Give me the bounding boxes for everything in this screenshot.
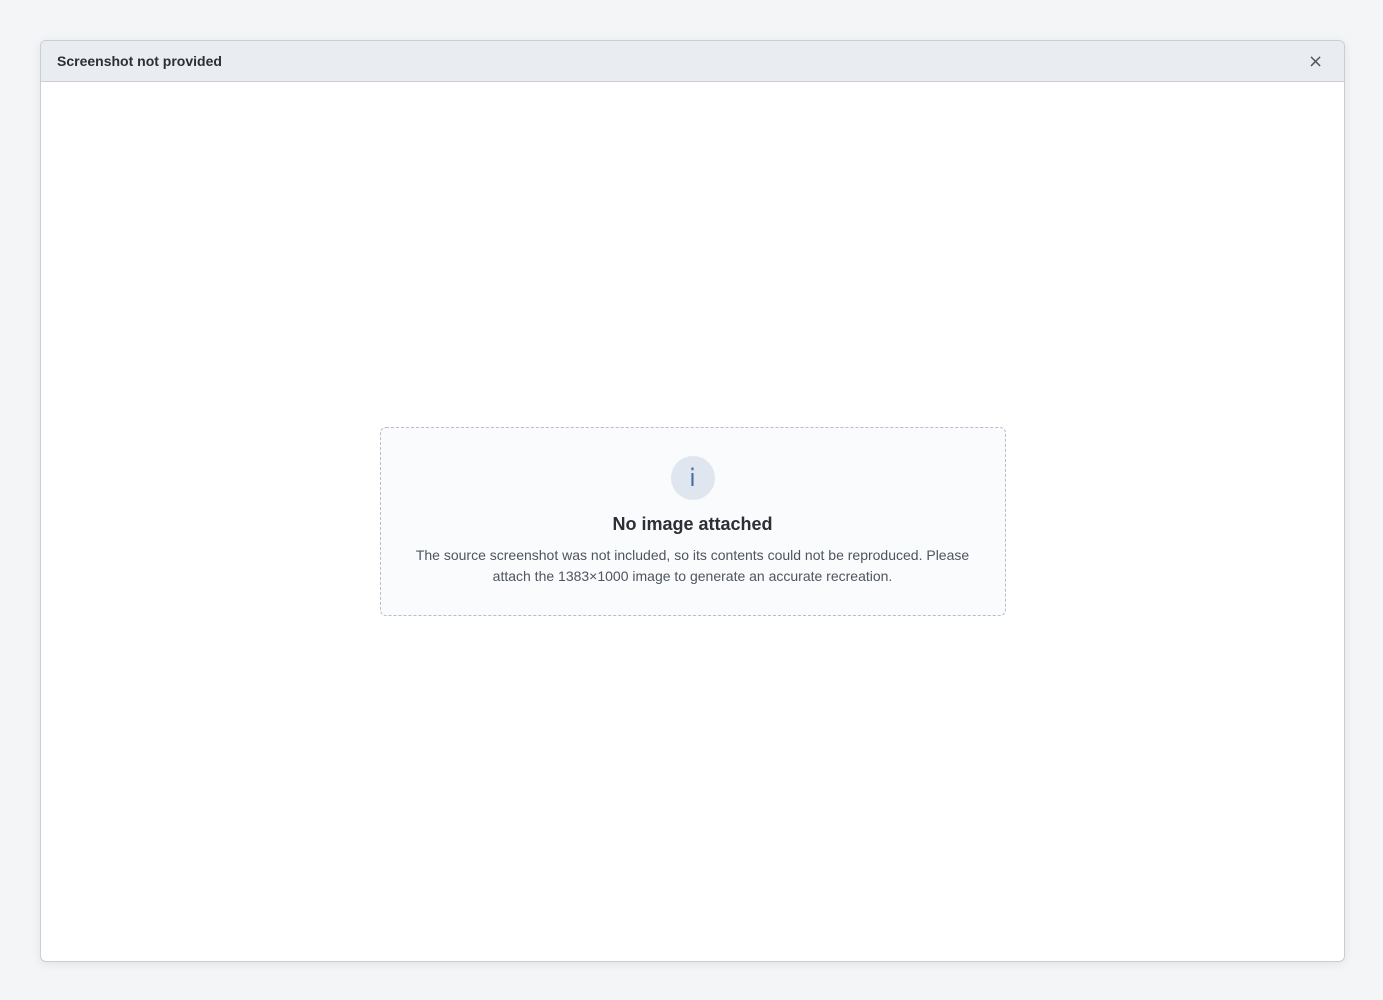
info-icon: i [671,456,715,500]
empty-state-message: The source screenshot was not included, so its contents could not be reproduced. Please attach the 1383×1000 image to generate an accurate recreation. [415,547,970,584]
app-window [40,40,1345,962]
window-title: Screenshot not provided [57,53,222,69]
empty-state-heading: No image attached [612,514,773,534]
main-content [41,82,1344,961]
title-bar [41,41,1344,82]
close-button[interactable]: × [1302,48,1328,74]
empty-state-panel [380,427,1006,616]
